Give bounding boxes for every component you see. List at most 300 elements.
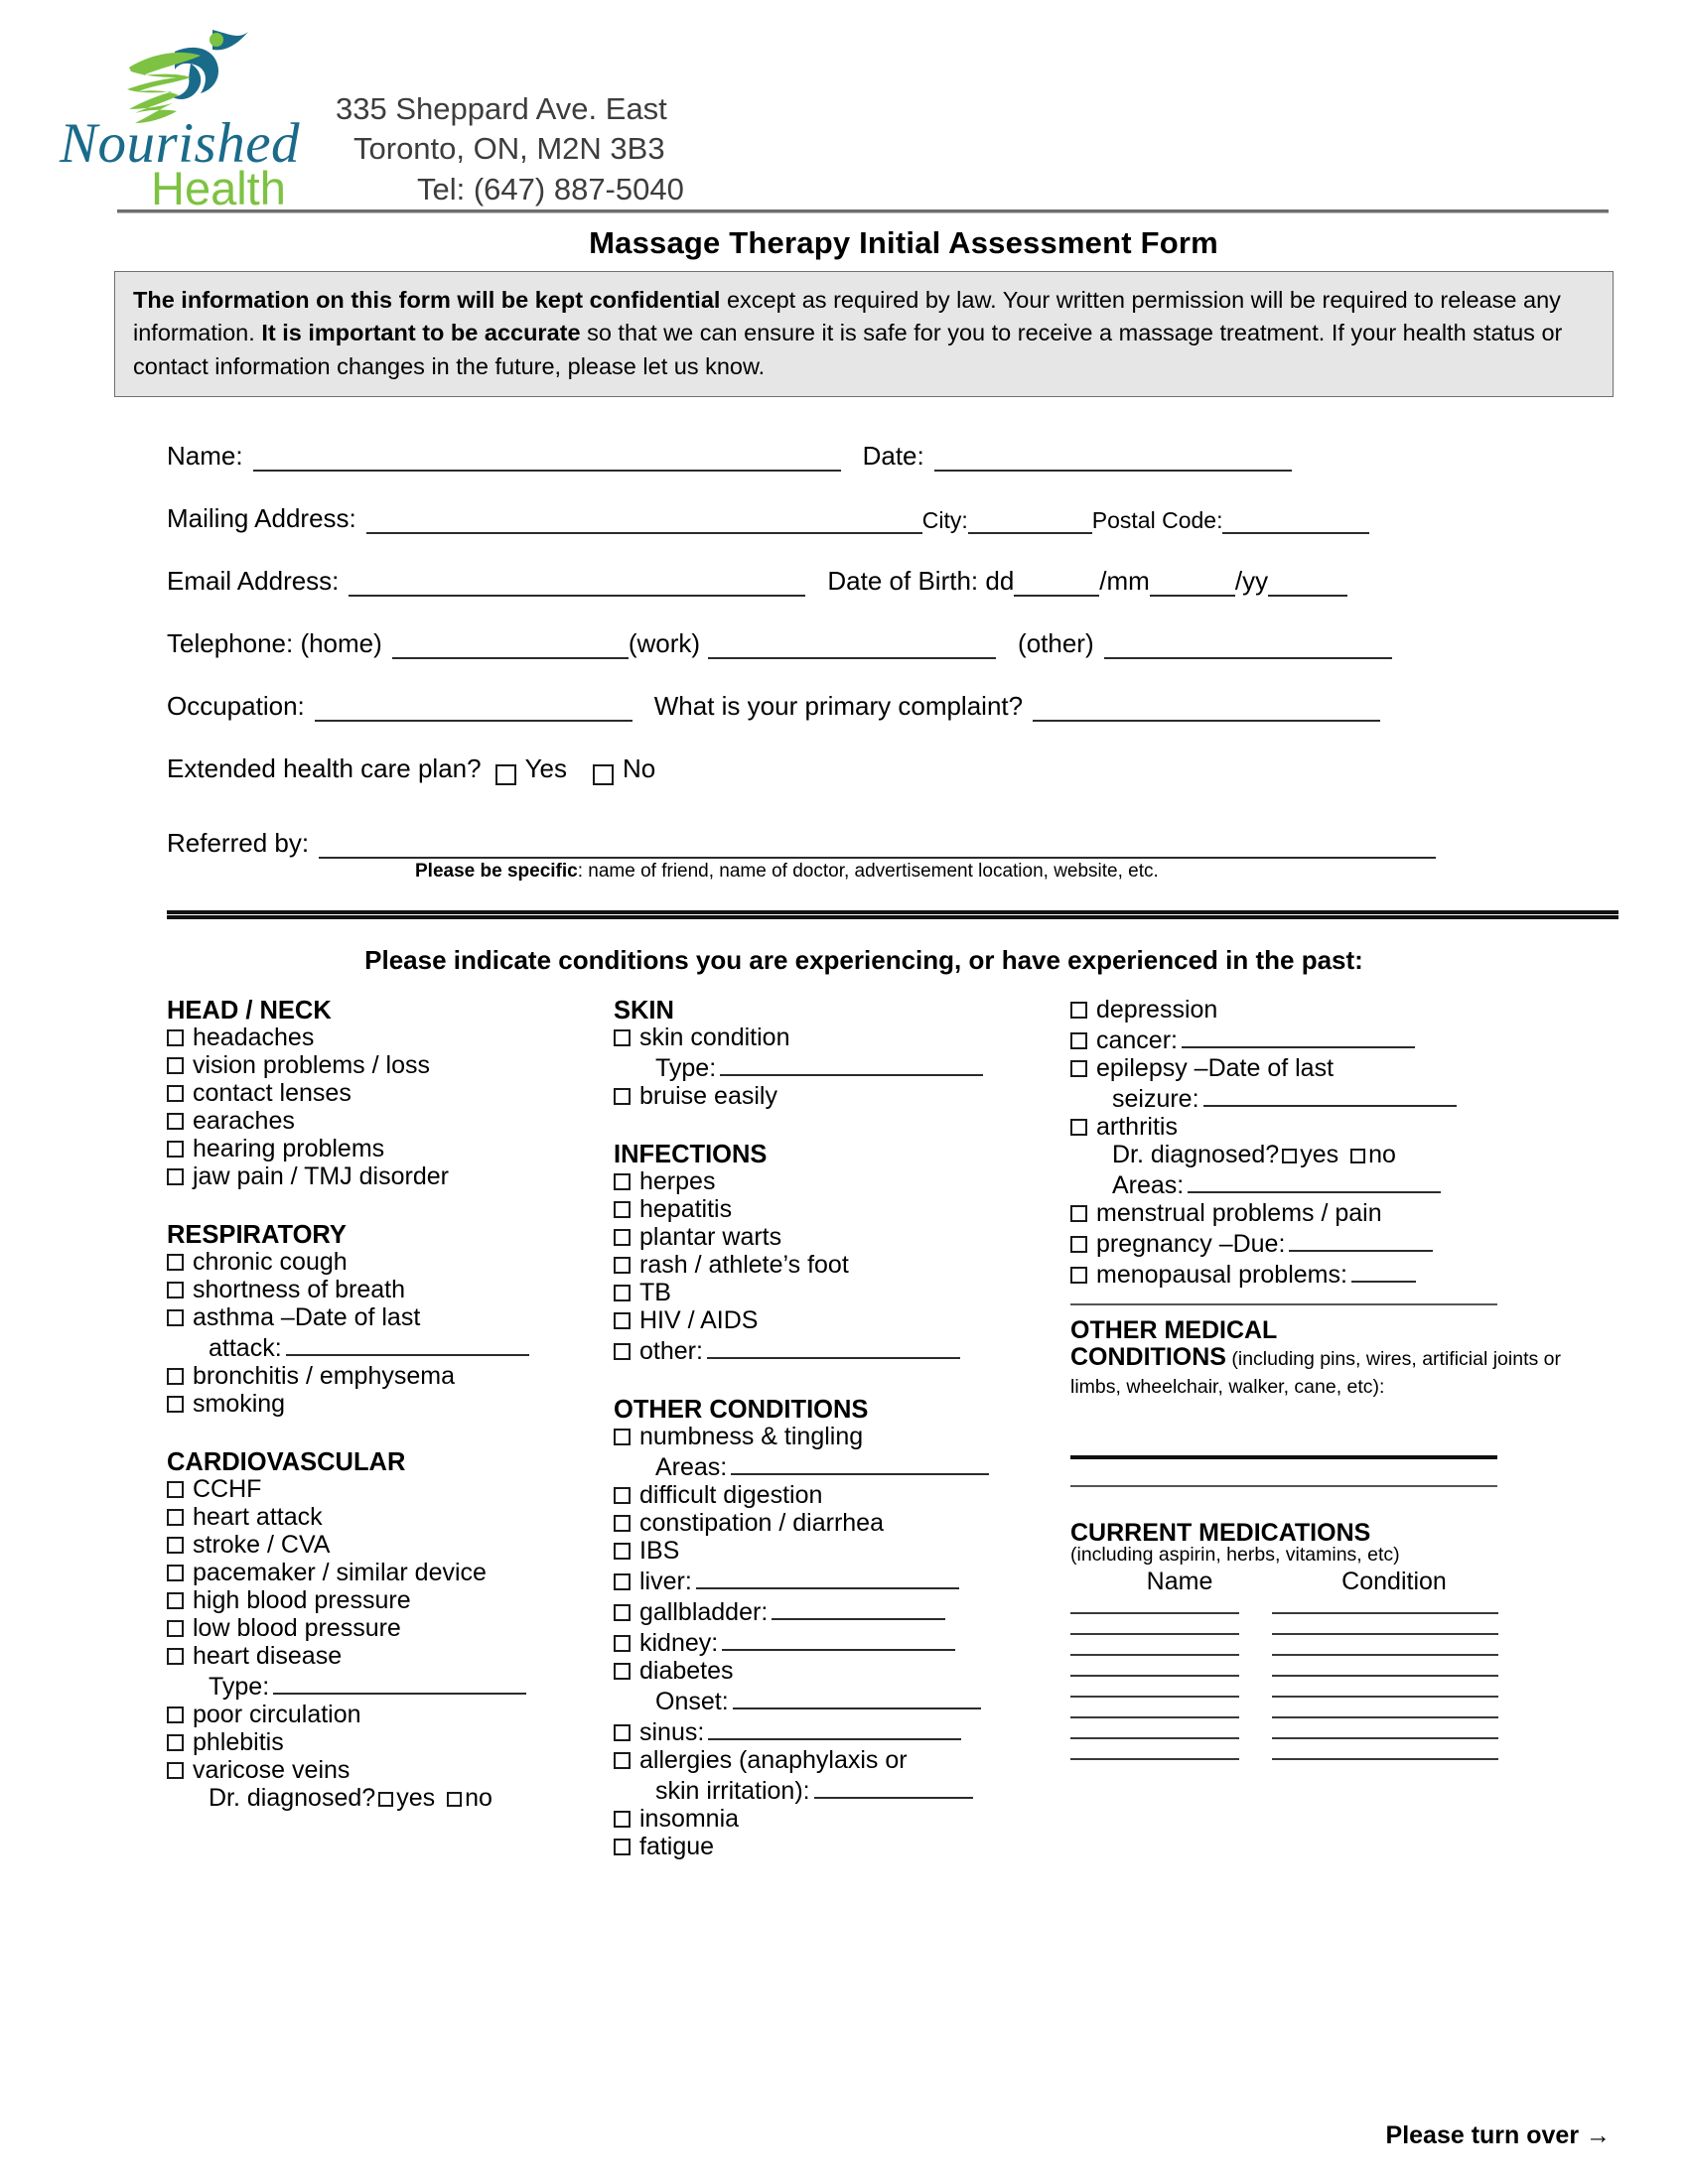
condition-subfield-seizure[interactable] (1112, 1084, 1567, 1113)
confidential-text-2: so that we can ensure it is safe for you to receive a massage treatment. If your health status or contact information changes in the future, please let us know. (133, 320, 1563, 379)
occupation-complaint-row (167, 691, 1507, 722)
checkbox-jaw-pain-tmj-disorder[interactable] (167, 1168, 184, 1185)
condition-item-other[interactable] (614, 1336, 1070, 1365)
checkbox-sinus[interactable] (614, 1724, 631, 1741)
condition-item-fatigue[interactable] (614, 1832, 1070, 1860)
condition-label: herpes (639, 1166, 716, 1195)
group-title-skin: SKIN (614, 996, 674, 1024)
condition-label: plantar warts (639, 1222, 782, 1251)
checkbox-heart-disease[interactable] (167, 1648, 184, 1665)
referred-hint-rest: : name of friend, name of doctor, advertisement location, website, etc. (577, 860, 1159, 882)
other-medical-title (1070, 1317, 1567, 1399)
checkbox-bruise-easily[interactable] (614, 1088, 631, 1105)
condition-label: arthritis (1096, 1112, 1178, 1141)
input-areas[interactable] (1188, 1170, 1441, 1193)
checkbox-arthritis[interactable] (1070, 1119, 1087, 1136)
extended-plan-yes-checkbox[interactable] (495, 764, 516, 785)
clinic-logo (60, 18, 318, 214)
condition-item-heart-attack[interactable] (167, 1502, 614, 1531)
input-areas[interactable] (731, 1452, 989, 1475)
checkbox-high-blood-pressure[interactable] (167, 1592, 184, 1609)
medication-condition-input[interactable] (1272, 1737, 1498, 1739)
medication-name-input[interactable] (1070, 1716, 1239, 1718)
condition-item-varicose-veins[interactable] (167, 1755, 614, 1784)
condition-item-asthma-date-of-last[interactable] (167, 1302, 614, 1331)
input-kidney[interactable] (722, 1628, 955, 1651)
other-medical-line-2[interactable] (1070, 1485, 1497, 1487)
postal-code-label: Postal Code: (1091, 506, 1223, 533)
confidential-bold-1: The information on this form will be kept confidential (133, 286, 721, 313)
dr-diagnosed-no-label: no (1368, 1140, 1396, 1168)
mailing-address-label: Mailing Address: (167, 502, 356, 533)
medication-condition-input[interactable] (1272, 1675, 1498, 1677)
condition-label: hearing problems (193, 1134, 385, 1162)
condition-item-cchf[interactable] (167, 1474, 614, 1503)
address-line-2: Toronto, ON, M2N 3B3 (353, 131, 665, 167)
condition-item-phlebitis[interactable] (167, 1727, 614, 1756)
medication-row[interactable] (1070, 1633, 1567, 1635)
checkbox-pregnancy-due[interactable] (1070, 1236, 1087, 1253)
subfield-label: skin irritation): (655, 1776, 810, 1805)
section-divider (167, 910, 1618, 919)
medications-header-name: Name (1146, 1567, 1213, 1595)
condition-item-bruise-easily[interactable] (614, 1081, 1070, 1110)
checkbox-ibs[interactable] (614, 1543, 631, 1560)
condition-label: bronchitis / emphysema (193, 1361, 456, 1390)
extended-plan-no-checkbox[interactable] (593, 764, 614, 785)
condition-label: difficult digestion (639, 1480, 823, 1509)
checkbox-constipation-diarrhea[interactable] (614, 1515, 631, 1532)
input-other[interactable] (707, 1336, 960, 1359)
condition-label: chronic cough (193, 1247, 348, 1276)
condition-label: poor circulation (193, 1700, 361, 1728)
dr-diagnosed-yes-label: yes (396, 1783, 436, 1812)
condition-label: heart attack (193, 1502, 323, 1531)
address-line-1: 335 Sheppard Ave. East (336, 91, 667, 126)
dr-diagnosed-row[interactable] (209, 1783, 614, 1812)
condition-item-shortness-of-breath[interactable] (167, 1275, 614, 1303)
condition-item-chronic-cough[interactable] (167, 1247, 614, 1276)
condition-item-poor-circulation[interactable] (167, 1700, 614, 1728)
checkbox-diabetes[interactable] (614, 1663, 631, 1680)
other-medical-line-1[interactable] (1070, 1455, 1497, 1459)
medication-row[interactable] (1070, 1737, 1567, 1739)
condition-label: IBS (639, 1536, 680, 1565)
dr-diagnosed-no-checkbox[interactable] (447, 1792, 462, 1807)
mailing-address-input[interactable] (366, 509, 922, 534)
checkbox-insomnia[interactable] (614, 1811, 631, 1828)
condition-label: stroke / CVA (193, 1530, 331, 1559)
checkbox-kidney[interactable] (614, 1635, 631, 1652)
condition-item-contact-lenses[interactable] (167, 1078, 614, 1107)
condition-label: bruise easily (639, 1081, 777, 1110)
condition-item-stroke-cva[interactable] (167, 1530, 614, 1559)
medication-condition-input[interactable] (1272, 1612, 1498, 1614)
confidential-text-1: except as required by law. Your written permission will be required to release any information. (133, 286, 1561, 346)
turn-over-note: Please turn over → (1385, 2121, 1611, 2149)
condition-label: gallbladder: (639, 1597, 769, 1626)
extended-plan-row (167, 753, 1507, 784)
group-spacer (167, 1420, 614, 1449)
primary-complaint-label: What is your primary complaint? (653, 690, 1024, 721)
checkbox-cchf[interactable] (167, 1481, 184, 1498)
checkbox-tb[interactable] (614, 1285, 631, 1301)
condition-label: fatigue (639, 1832, 715, 1860)
input-menopausal-problems[interactable] (1351, 1260, 1416, 1283)
condition-label: allergies (anaphylaxis or (639, 1745, 908, 1774)
condition-item-hiv-aids[interactable] (614, 1305, 1070, 1334)
condition-item-numbness-tingling[interactable] (614, 1422, 1070, 1450)
medications-subtitle: (including aspirin, herbs, vitamins, etc) (1070, 1544, 1400, 1567)
condition-label: jaw pain / TMJ disorder (193, 1161, 449, 1190)
checkbox-plantar-warts[interactable] (614, 1229, 631, 1246)
input-seizure[interactable] (1203, 1084, 1457, 1107)
input-liver[interactable] (696, 1567, 959, 1589)
extended-plan-yes-label: Yes (524, 752, 567, 783)
condition-subfield-skin-irritation[interactable] (655, 1776, 1070, 1805)
condition-item-allergies-anaphylaxis-or[interactable] (614, 1745, 1070, 1774)
condition-item-vision-problems-loss[interactable] (167, 1050, 614, 1079)
condition-label: contact lenses (193, 1078, 352, 1107)
condition-item-menopausal-problems[interactable] (1070, 1260, 1567, 1289)
medication-name-input[interactable] (1070, 1737, 1239, 1739)
checkbox-chronic-cough[interactable] (167, 1254, 184, 1271)
condition-item-difficult-digestion[interactable] (614, 1480, 1070, 1509)
medication-row[interactable] (1070, 1654, 1567, 1656)
referred-by-hint (415, 861, 1507, 883)
conditions-column-2 (614, 998, 1070, 1862)
condition-item-diabetes[interactable] (614, 1656, 1070, 1685)
dob-year-input[interactable] (1268, 572, 1347, 597)
checkbox-earaches[interactable] (167, 1113, 184, 1130)
checkbox-phlebitis[interactable] (167, 1734, 184, 1751)
group-spacer (614, 1112, 1070, 1142)
medication-condition-input[interactable] (1272, 1716, 1498, 1718)
input-type[interactable] (273, 1672, 526, 1695)
checkbox-pacemaker-similar-device[interactable] (167, 1565, 184, 1581)
checkbox-varicose-veins[interactable] (167, 1762, 184, 1779)
checkbox-numbness-tingling[interactable] (614, 1429, 631, 1445)
condition-label: heart disease (193, 1641, 343, 1670)
logo-wordmark-health: Health (151, 162, 286, 214)
condition-item-high-blood-pressure[interactable] (167, 1585, 614, 1614)
postal-code-input[interactable] (1222, 509, 1369, 534)
name-date-row (167, 441, 1507, 472)
medication-name-input[interactable] (1070, 1758, 1239, 1760)
subfield-label: Areas: (1112, 1170, 1185, 1199)
input-skin-irritation[interactable] (814, 1776, 973, 1799)
checkbox-heart-attack[interactable] (167, 1509, 184, 1526)
telephone-home-label: Telephone: (home) (167, 627, 382, 658)
condition-item-menstrual-problems-pain[interactable] (1070, 1198, 1567, 1227)
checkbox-smoking[interactable] (167, 1396, 184, 1413)
checkbox-contact-lenses[interactable] (167, 1085, 184, 1102)
medication-row[interactable] (1070, 1716, 1567, 1718)
telephone-home-input[interactable] (392, 634, 629, 659)
checkbox-asthma-date-of-last[interactable] (167, 1309, 184, 1326)
condition-item-heart-disease[interactable] (167, 1641, 614, 1670)
medication-name-input[interactable] (1070, 1654, 1239, 1656)
dob-label: Date of Birth: dd (827, 565, 1015, 596)
primary-complaint-input[interactable] (1033, 697, 1380, 722)
name-label: Name: (167, 440, 243, 471)
checkbox-fatigue[interactable] (614, 1839, 631, 1855)
checkbox-stroke-cva[interactable] (167, 1537, 184, 1554)
confidential-bold-2: It is important to be accurate (261, 320, 581, 346)
page-title: Massage Therapy Initial Assessment Form (589, 224, 1218, 260)
condition-item-pacemaker-similar-device[interactable] (167, 1558, 614, 1586)
confidentiality-notice (114, 271, 1614, 397)
medications-rows (1070, 1612, 1567, 1760)
personal-information-section (167, 441, 1507, 883)
condition-item-bronchitis-emphysema[interactable] (167, 1361, 614, 1390)
medication-row[interactable] (1070, 1696, 1567, 1698)
referred-hint-bold: Please be specific (415, 860, 578, 882)
email-label: Email Address: (167, 565, 340, 596)
telephone-work-label: (work) (628, 627, 701, 658)
condition-label: constipation / diarrhea (639, 1508, 884, 1537)
checkbox-depression[interactable] (1070, 1002, 1087, 1019)
condition-label: epilepsy –Date of last (1096, 1053, 1335, 1082)
other-medical-write-space[interactable] (1070, 1400, 1567, 1455)
dr-diagnosed-label: Dr. diagnosed? (1112, 1140, 1280, 1168)
group-title-other-conditions: OTHER CONDITIONS (614, 1395, 869, 1424)
condition-label: menstrual problems / pain (1096, 1198, 1382, 1227)
input-gallbladder[interactable] (772, 1597, 945, 1620)
medication-row[interactable] (1070, 1675, 1567, 1677)
condition-subfield-areas[interactable] (1112, 1170, 1567, 1199)
medication-condition-input[interactable] (1272, 1696, 1498, 1698)
other-medical-title-line2: CONDITIONS (1070, 1342, 1226, 1371)
telephone-other-input[interactable] (1104, 634, 1392, 659)
subfield-label: Areas: (655, 1452, 728, 1481)
dob-mm-label: /mm (1099, 565, 1150, 596)
condition-item-pregnancy-due[interactable] (1070, 1229, 1567, 1258)
medication-condition-input[interactable] (1272, 1654, 1498, 1656)
checkbox-poor-circulation[interactable] (167, 1706, 184, 1723)
condition-item-epilepsy-date-of-last[interactable] (1070, 1053, 1567, 1082)
condition-item-rash-athlete-s-foot[interactable] (614, 1250, 1070, 1279)
condition-subfield-type[interactable] (209, 1672, 614, 1701)
condition-item-kidney[interactable] (614, 1628, 1070, 1657)
condition-item-hepatitis[interactable] (614, 1194, 1070, 1223)
dob-month-input[interactable] (1150, 572, 1235, 597)
medication-name-input[interactable] (1070, 1633, 1239, 1635)
condition-label: diabetes (639, 1656, 734, 1685)
condition-label: varicose veins (193, 1755, 351, 1784)
checkbox-menstrual-problems-pain[interactable] (1070, 1205, 1087, 1222)
checkbox-skin-condition[interactable] (614, 1029, 631, 1046)
condition-item-herpes[interactable] (614, 1166, 1070, 1195)
condition-subfield-attack[interactable] (209, 1333, 614, 1362)
condition-label: numbness & tingling (639, 1422, 864, 1450)
medication-row[interactable] (1070, 1758, 1567, 1760)
checkbox-menopausal-problems[interactable] (1070, 1267, 1087, 1284)
other-medical-title-line1: OTHER MEDICAL (1070, 1316, 1278, 1345)
condition-label: depression (1096, 995, 1218, 1024)
group-title-head-neck: HEAD / NECK (167, 996, 332, 1024)
condition-label: CCHF (193, 1474, 262, 1503)
condition-label: hepatitis (639, 1194, 733, 1223)
date-label: Date: (862, 440, 924, 471)
group-spacer (614, 1367, 1070, 1397)
checkbox-bronchitis-emphysema[interactable] (167, 1368, 184, 1385)
condition-label: kidney: (639, 1628, 719, 1657)
telephone-row (167, 628, 1507, 659)
mailing-address-row (167, 503, 1507, 534)
condition-item-ibs[interactable] (614, 1536, 1070, 1565)
dr-diagnosed-yes-checkbox[interactable] (1282, 1149, 1297, 1163)
condition-item-headaches[interactable] (167, 1025, 614, 1051)
condition-item-plantar-warts[interactable] (614, 1222, 1070, 1251)
dr-diagnosed-row[interactable] (1112, 1140, 1567, 1168)
medications-column-headers (1100, 1567, 1567, 1595)
dob-yy-label: /yy (1234, 565, 1269, 596)
subfield-label: seizure: (1112, 1084, 1199, 1113)
condition-label: headaches (193, 1023, 315, 1051)
condition-item-gallbladder[interactable] (614, 1597, 1070, 1626)
other-medical-divider-top (1070, 1303, 1497, 1305)
subfield-label: attack: (209, 1333, 282, 1362)
condition-item-cancer[interactable] (1070, 1025, 1567, 1054)
checkbox-low-blood-pressure[interactable] (167, 1620, 184, 1637)
dr-diagnosed-yes-label: yes (1300, 1140, 1339, 1168)
condition-item-low-blood-pressure[interactable] (167, 1613, 614, 1642)
conditions-column-3 (1070, 995, 1567, 1862)
condition-label: smoking (193, 1389, 286, 1418)
condition-label: menopausal problems: (1096, 1260, 1347, 1289)
condition-label: HIV / AIDS (639, 1305, 759, 1334)
condition-subfield-areas[interactable] (655, 1452, 1070, 1481)
condition-item-skin-condition[interactable] (614, 1025, 1070, 1051)
checkbox-epilepsy-date-of-last[interactable] (1070, 1060, 1087, 1077)
condition-label: pacemaker / similar device (193, 1558, 487, 1586)
group-spacer (167, 1192, 614, 1222)
condition-item-insomnia[interactable] (614, 1804, 1070, 1833)
input-sinus[interactable] (708, 1717, 961, 1740)
header-divider (117, 209, 1609, 213)
checkbox-gallbladder[interactable] (614, 1604, 631, 1621)
condition-label: sinus: (639, 1717, 705, 1746)
input-attack[interactable] (286, 1333, 529, 1356)
condition-item-earaches[interactable] (167, 1106, 614, 1135)
medication-condition-input[interactable] (1272, 1633, 1498, 1635)
condition-label: liver: (639, 1567, 692, 1595)
checkbox-other[interactable] (614, 1343, 631, 1360)
referred-by-input[interactable] (319, 834, 1436, 859)
condition-subfield-onset[interactable] (655, 1687, 1070, 1715)
medication-name-input[interactable] (1070, 1675, 1239, 1677)
checkbox-shortness-of-breath[interactable] (167, 1282, 184, 1298)
condition-item-sinus[interactable] (614, 1717, 1070, 1746)
checkbox-herpes[interactable] (614, 1173, 631, 1190)
dr-diagnosed-yes-checkbox[interactable] (378, 1792, 393, 1807)
condition-label: phlebitis (193, 1727, 284, 1756)
condition-item-tb[interactable] (614, 1278, 1070, 1306)
condition-label: pregnancy –Due: (1096, 1229, 1286, 1258)
condition-label: insomnia (639, 1804, 740, 1833)
condition-subfield-type[interactable] (655, 1053, 1070, 1082)
name-input[interactable] (253, 447, 841, 472)
dr-diagnosed-no-label: no (465, 1783, 492, 1812)
checkbox-hiv-aids[interactable] (614, 1312, 631, 1329)
email-dob-row (167, 566, 1507, 597)
checkbox-liver[interactable] (614, 1573, 631, 1590)
clinic-phone: Tel: (647) 887-5040 (417, 171, 684, 206)
checkbox-vision-problems-loss[interactable] (167, 1057, 184, 1074)
checkbox-hepatitis[interactable] (614, 1201, 631, 1218)
condition-label: cancer: (1096, 1025, 1178, 1054)
extended-plan-label: Extended health care plan? (167, 752, 482, 783)
medication-name-input[interactable] (1070, 1612, 1239, 1614)
subfield-label: Type: (209, 1672, 270, 1701)
occupation-label: Occupation: (167, 690, 305, 721)
dob-day-input[interactable] (1014, 572, 1099, 597)
dr-diagnosed-no-checkbox[interactable] (1350, 1149, 1365, 1163)
input-pregnancy-due[interactable] (1289, 1229, 1433, 1252)
dr-diagnosed-label: Dr. diagnosed? (209, 1783, 376, 1812)
medication-name-input[interactable] (1070, 1696, 1239, 1698)
condition-label: rash / athlete’s foot (639, 1250, 849, 1279)
city-label: City: (921, 506, 968, 533)
other-medical-subtitle: (including pins, wires, artificial joints or limbs, wheelchair, walker, cane, etc): (1070, 1347, 1561, 1398)
medications-header-condition: Condition (1341, 1567, 1447, 1595)
checkbox-difficult-digestion[interactable] (614, 1487, 631, 1504)
group-title-infections: INFECTIONS (614, 1140, 768, 1168)
condition-label: shortness of breath (193, 1275, 406, 1303)
condition-label: earaches (193, 1106, 295, 1135)
subfield-label: Onset: (655, 1687, 729, 1715)
clinic-address (336, 18, 971, 209)
date-input[interactable] (934, 447, 1292, 472)
condition-item-jaw-pain-tmj-disorder[interactable] (167, 1161, 614, 1190)
condition-label: other: (639, 1336, 703, 1365)
medication-row[interactable] (1070, 1612, 1567, 1614)
telephone-work-input[interactable] (708, 634, 996, 659)
extended-plan-no-label: No (623, 752, 656, 783)
condition-item-arthritis[interactable] (1070, 1112, 1567, 1141)
condition-item-hearing-problems[interactable] (167, 1134, 614, 1162)
condition-item-liver[interactable] (614, 1567, 1070, 1595)
checkbox-cancer[interactable] (1070, 1032, 1087, 1049)
input-type[interactable] (720, 1053, 983, 1076)
condition-label: TB (639, 1278, 671, 1306)
condition-item-depression[interactable] (1070, 995, 1567, 1024)
group-title-cardiovascular: CARDIOVASCULAR (167, 1447, 406, 1476)
checkbox-headaches[interactable] (167, 1029, 184, 1046)
checkbox-allergies-anaphylaxis-or[interactable] (614, 1752, 631, 1769)
telephone-other-label: (other) (1018, 627, 1094, 658)
occupation-input[interactable] (315, 697, 633, 722)
logo-wordmark-nourished: Nourished (60, 112, 301, 175)
condition-item-smoking[interactable] (167, 1389, 614, 1418)
medication-condition-input[interactable] (1272, 1758, 1498, 1760)
condition-item-constipation-diarrhea[interactable] (614, 1508, 1070, 1537)
email-input[interactable] (349, 572, 805, 597)
city-input[interactable] (968, 509, 1092, 534)
referred-by-label: Referred by: (167, 827, 310, 858)
condition-label: vision problems / loss (193, 1050, 430, 1079)
conditions-heading: Please indicate conditions you are experiencing, or have experienced in the past: (364, 944, 1363, 975)
checkbox-hearing-problems[interactable] (167, 1141, 184, 1158)
input-cancer[interactable] (1182, 1025, 1415, 1048)
checkbox-rash-athlete-s-foot[interactable] (614, 1257, 631, 1274)
conditions-column-1 (167, 998, 614, 1862)
page-header (0, 0, 1688, 214)
conditions-columns (0, 995, 1688, 1862)
input-onset[interactable] (733, 1687, 981, 1709)
condition-label: high blood pressure (193, 1585, 411, 1614)
